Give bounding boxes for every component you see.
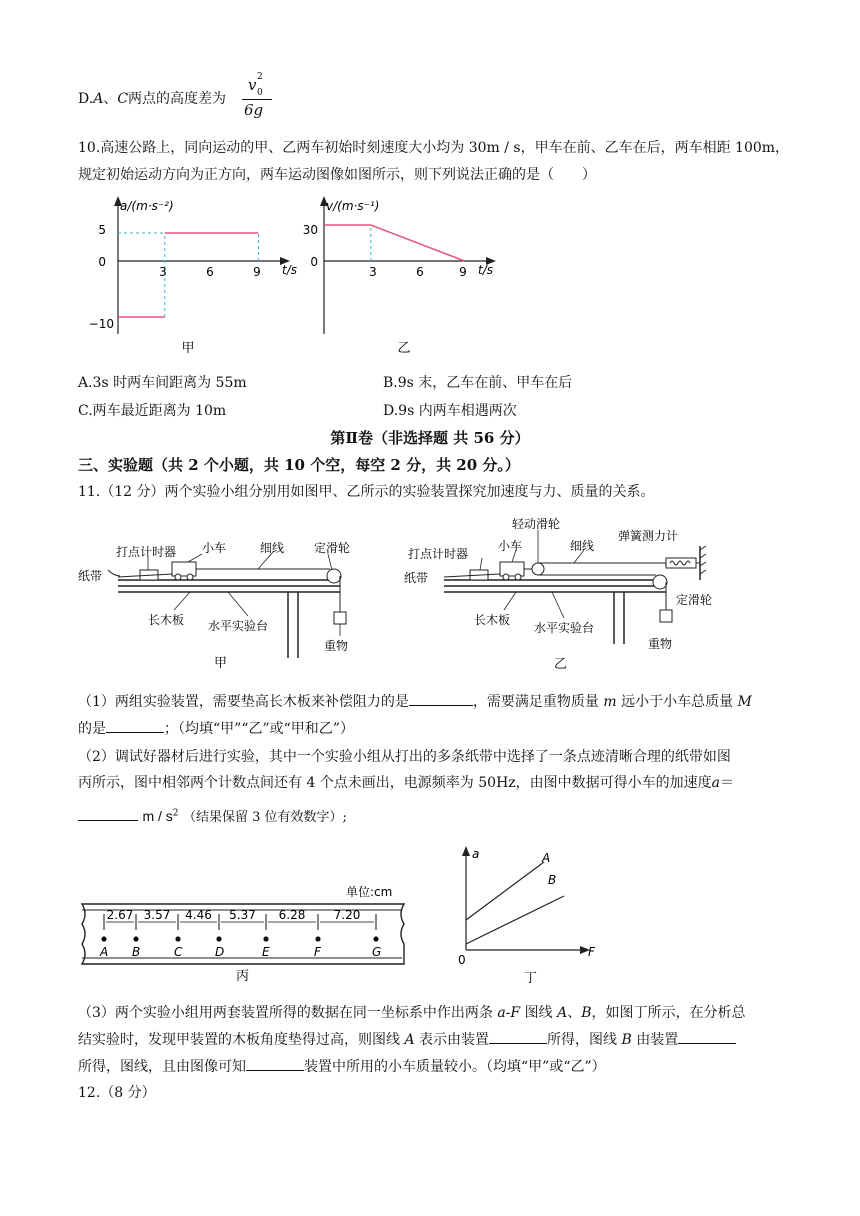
label-light-pulley: 轻动滑轮 [512,517,561,531]
y-tick-label: −10 [88,317,114,331]
tape-distance-label: 2.67 [106,908,134,922]
label-tape: 纸带 [78,569,103,583]
tape-point [175,936,180,941]
option-prefix: D. [78,91,94,107]
text: ，如图丁所示，在分析总 [591,1005,746,1021]
tape-distance-label: 6.28 [278,908,306,922]
x-axis-label: t/s [478,263,493,277]
q11-part1-line2 [78,718,354,738]
text: 结实验时，发现甲装置的木板角度垫得过高，则图线 [78,1032,400,1048]
text: 由装置 [636,1032,679,1048]
q11-part2-line2 [78,772,734,792]
var-M: M [737,694,752,710]
q10-line-1: 10.高速公路上，同向运动的甲、乙两车初始时刻速度大小均为 30m / s，甲车在前、乙车在后，两车相距 100m， [78,140,790,156]
fraction-subscript: 0 [257,88,263,98]
text: ，需要满足重物质量 [472,694,599,710]
x-tick-label: 9 [253,265,261,279]
cart [172,562,196,576]
q11-part3-line3: 所得，图线，且由图像可知 装置中所用的小车质量较小。（均填“甲”或“乙”） [78,1056,606,1076]
tape-distance-label: 3.57 [143,908,171,922]
answer-blank[interactable] [78,806,138,821]
tape-point-label: G [372,945,382,959]
text: 远小于小车总质量 [621,694,734,710]
text: 丙所示，图中相邻两个计数点间还有 4 个点未画出，电源频率为 50Hz，由图中数据可得小车的加速度 [78,775,712,791]
separator: 、 [103,91,118,107]
x-tick-label: 3 [369,265,377,279]
graph-caption: 丁 [524,971,538,986]
label-string: 细线 [570,539,595,553]
label-pulley: 定滑轮 [676,593,713,607]
label-car: 小车 [202,541,227,555]
point-a: A [93,91,104,107]
x-axis-label: t/s [282,263,297,277]
chart-caption: 甲 [181,341,195,356]
label-timer: 打点计时器 [408,547,469,561]
var-m: m [603,694,617,710]
label-board: 长木板 [474,613,511,627]
x-tick-label: 6 [416,265,424,279]
pulley-icon [327,569,341,583]
var-a-line: A [557,1005,568,1021]
answer-blank[interactable] [409,691,473,706]
text: 的是 [78,721,106,737]
apparatus-caption: 乙 [554,657,568,672]
tape-point [216,936,221,941]
tape-point-label: B [132,945,141,959]
tape-distance-label: 4.46 [185,908,212,922]
label-table: 水平实验台 [208,619,269,633]
unit-sup: 2 [172,808,179,819]
tape-point [373,936,378,941]
tape-point-label: A [100,945,109,959]
q10-option-c: C.两车最近距离为 10m [78,403,227,419]
apparatus-yi [404,510,716,676]
q11-intro: 11.（12 分）两个实验小组分别用如图甲、乙所示的实验装置探究加速度与力、质量的关系。 [78,484,655,500]
fraction-v0sq-over-6g [242,74,276,120]
chart-a-t [84,194,304,360]
x-tick-label: 9 [459,265,467,279]
x-tick-label: 6 [206,265,214,279]
q10-option-d: D.9s 内两车相遇两次 [383,403,517,419]
point-c: C [117,91,129,107]
var-b-line: B [581,1005,592,1021]
q12-heading: 12.（8 分） [78,1085,156,1101]
apparatus-caption: 甲 [214,656,228,671]
cart [500,562,524,576]
x-tick-label: 3 [159,265,167,279]
answer-blank[interactable] [489,1029,547,1044]
line-a-label: A [542,851,551,865]
q10-option-b: B.9s 末，乙车在前、甲车在后 [383,375,573,391]
tape-point [133,936,138,941]
y-axis-label: a/(m·s⁻²) [120,199,174,213]
text: 所得，图线 [78,1059,148,1075]
y-tick-label: 5 [98,223,106,237]
weight-icon [660,610,672,622]
text: 、 [567,1005,582,1021]
q11-part2-line1: （2）调试好器材后进行实验，其中一个实验小组从打出的多条纸带中选择了一条点迹清晰合理的纸带如图 [78,749,731,765]
option-text: 两点的高度差为 [128,91,227,107]
pulley-icon [653,575,667,589]
fraction-superscript: 2 [257,72,263,82]
weight-icon [334,612,346,624]
tape-point-label: D [215,945,225,959]
q10-option-a: A.3s 时两车间距离为 55m [78,375,247,391]
tape-point [263,936,268,941]
fraction-numerator: v [248,76,257,94]
chart-v-t [300,194,510,384]
text: ；（均填“甲”“乙”或“甲和乙”） [164,721,354,737]
text: ＝ [720,775,735,791]
label-table: 水平实验台 [534,621,595,635]
var-a: a [711,775,721,791]
answer-blank[interactable] [106,718,164,733]
y-axis-label: v/(m·s⁻¹) [326,199,380,213]
apparatus-jia [78,510,378,676]
answer-blank[interactable] [678,1029,736,1044]
tape-point [101,936,106,941]
y-tick-label: 0 [310,255,318,269]
tape-point-label: E [262,945,270,959]
line-b-label: B [548,873,557,887]
fraction-bar [242,99,272,100]
label-tape: 纸带 [404,571,429,585]
unit: m / s [142,808,173,824]
tape-point [315,936,320,941]
text: 装置中所用的小车质量较小。（均填“甲”或“乙”） [304,1059,606,1075]
var-a-line: A [404,1032,415,1048]
label-string: 细线 [260,541,285,555]
text: 表示由装置 [419,1032,490,1048]
y-axis-arrow [462,846,470,856]
y-tick-label: 0 [98,255,106,269]
label-weight: 重物 [648,637,673,651]
text: （结果保留 3 位有效数字）; [182,810,347,825]
var-b-line: B [621,1032,632,1048]
tape-point-label: C [174,945,183,959]
label-car: 小车 [498,539,523,553]
section-2-title: 第Ⅱ卷（非选择题 共 56 分） [330,429,530,447]
origin-label: 0 [458,953,466,967]
text: 图线 [524,1005,553,1021]
q11-part3-line1 [78,1002,745,1022]
text: 所得，图线 [547,1032,618,1048]
q11-part2-line3 [78,806,347,825]
text: （1）两组实验装置，需要垫高长木板来补偿阻力的是 [78,694,409,710]
fraction-denominator: 6g [244,101,264,119]
answer-blank[interactable] [246,1056,304,1071]
tape-caption: 丙 [236,969,250,984]
paper-tape-bing [78,878,408,984]
label-weight: 重物 [324,639,349,653]
label-board: 长木板 [148,613,185,627]
part-3-heading: 三、实验题（共 2 个小题，共 10 个空，每空 2 分，共 20 分。） [78,456,520,474]
q9-option-d [78,88,226,108]
tape-point-label: F [314,945,321,959]
text: （3）两个实验小组用两套装置所得的数据在同一坐标系中作出两条 [78,1005,493,1021]
q11-part3-line2 [78,1029,736,1049]
line-b [466,896,564,944]
q10-line-2: 规定初始运动方向为正方向，两车运动图像如图所示，则下列说法正确的是（ ） [78,167,596,183]
label-spring-scale: 弹簧测力计 [618,529,679,543]
label-pulley: 定滑轮 [314,541,351,555]
tape-distance-label: 5.37 [229,908,256,922]
q11-part1-line1 [78,691,752,711]
tape-distance-label: 7.20 [333,908,361,922]
chart-caption: 乙 [397,341,411,356]
unit-label: 单位:cm [346,885,393,899]
y-axis-label: a [472,847,480,861]
label-timer: 打点计时器 [116,545,177,559]
x-axis-label: F [588,945,595,959]
y-tick-label: 30 [302,223,318,237]
light-pulley-icon [532,563,544,575]
graph-ding [444,844,604,986]
var-af: a-F [497,1005,521,1021]
